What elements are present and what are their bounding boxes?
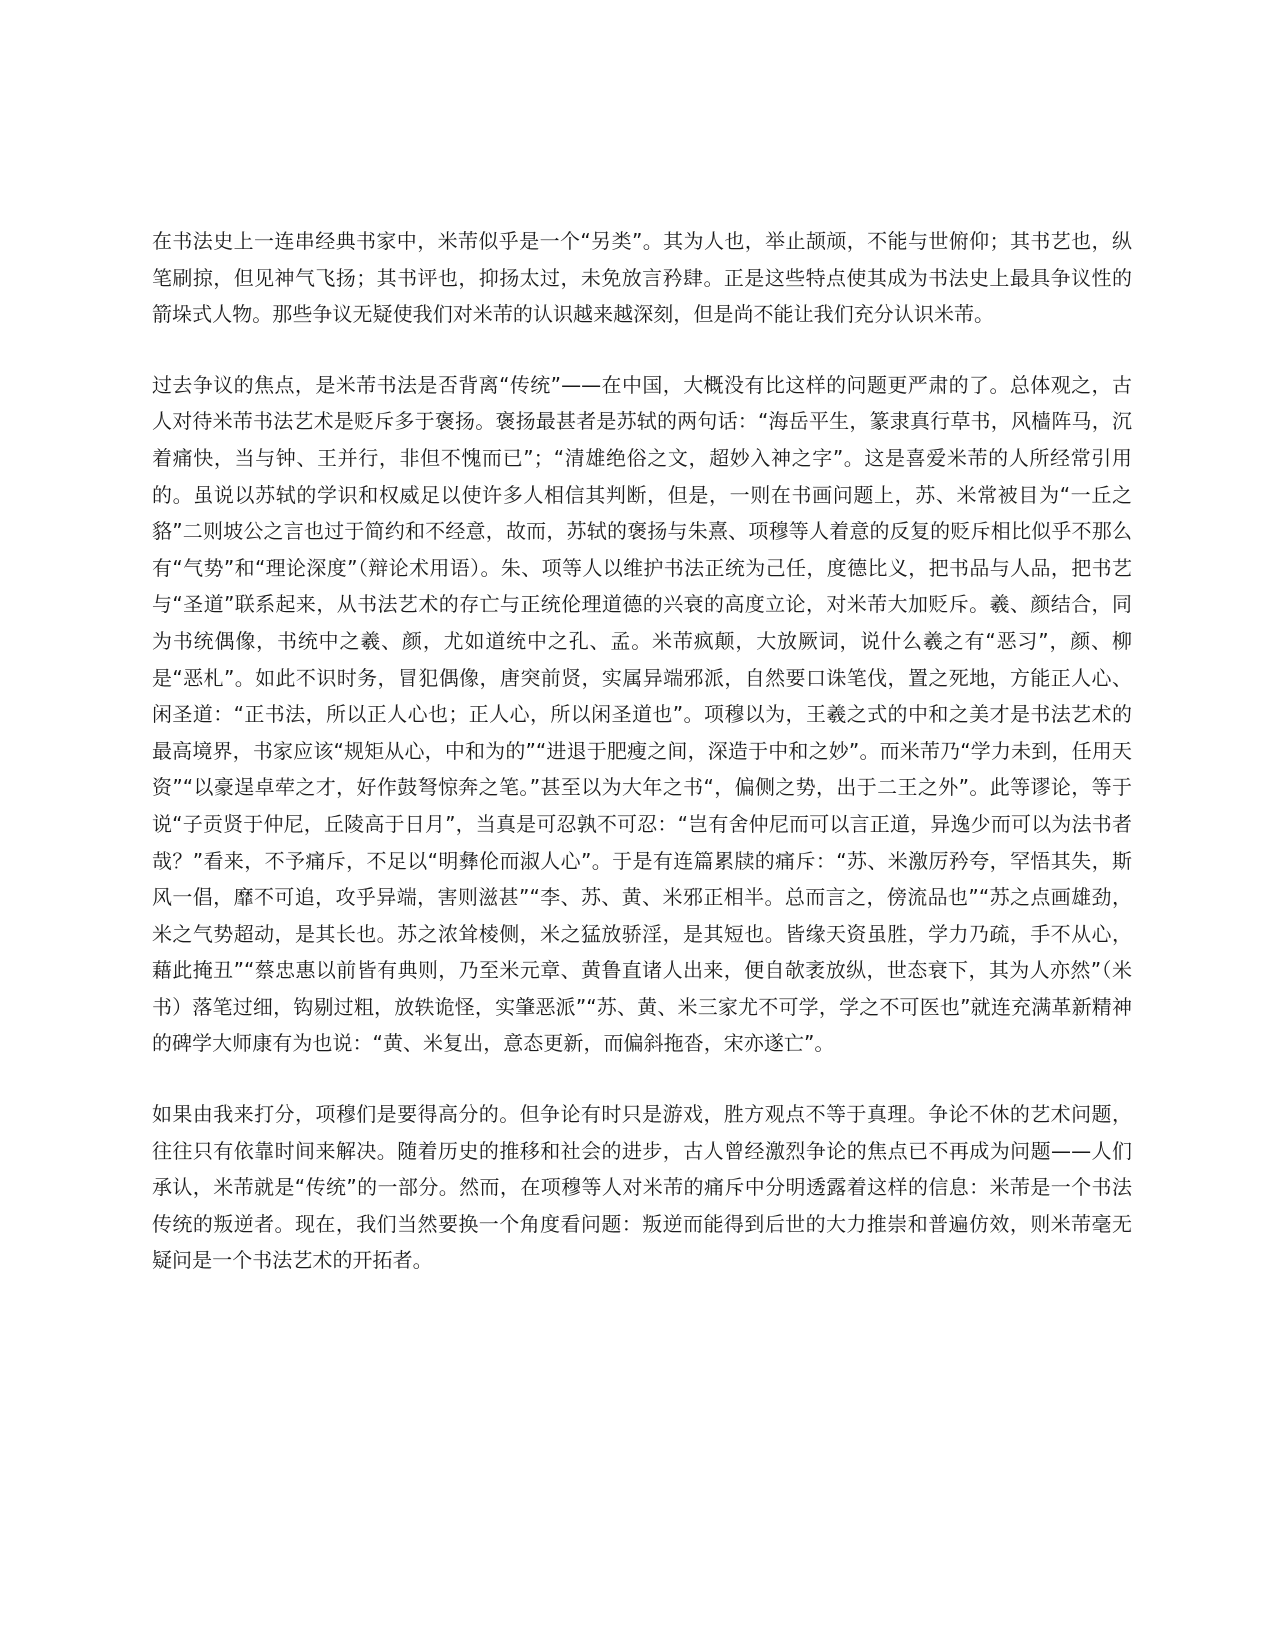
paragraph-controversy: 过去争议的焦点，是米芾书法是否背离“传统”——在中国，大概没有比这样的问题更严肃的了。总体观之，古人对待米芾书法艺术是贬斥多于褒扬。褒扬最甚者是苏轼的两句话：“海岳平生，篆隶真行草书，风樯阵马，沉着痛快，当与钟、王并行，非但不愧而已”；“清雄绝俗之文，超妙入神之字”。这是喜爱米芾的人所经常引用的。虽说以苏轼的学识和权威足以使许多人相信其判断，但是，一则在书画问题上，苏、米常被目为“一丘之貉”二则坡公之言也过于简约和不经意，故而，苏轼的褒扬与朱熹、项穆等人着意的反复的贬斥相比似乎不那么有“气势”和“理论深度”（辩论术用语）。朱、项等人以维护书法正统为己任，度德比义，把书品与人品，把书艺与“圣道”联系起来，从书法艺术的存亡与正统伦理道德的兴衰的高度立论，对米芾大加贬斥。羲、颜结合，同为书统偶像，书统中之羲、颜，尤如道统中之孔、孟。米芾疯颠，大放厥词，说什么羲之有“恶习”，颜、柳是“恶札”。如此不识时务，冒犯偶像，唐突前贤，实属异端邪派，自然要口诛笔伐，置之死地，方能正人心、闲圣道：“正书法，所以正人心也；正人心，所以闲圣道也”。项穆以为，王羲之式的中和之美才是书法艺术的最高境界，书家应该“规矩从心，中和为的”“进退于肥瘦之间，深造于中和之妙”。而米芾乃“学力未到，任用天资”“以豪逞卓荦之才，好作鼓弩惊奔之笔。”甚至以为大年之书“，偏侧之势，出于二王之外”。此等谬论，等于说“子贡贤于仲尼，丘陵高于日月”，当真是可忍孰不可忍：“岂有舍仲尼而可以言正道，异逸少而可以为法书者哉？”看来，不予痛斥，不足以“明彝伦而淑人心”。于是有连篇累牍的痛斥：“苏、米激厉矜夸，罕悟其失，斯风一倡，靡不可追，攻乎异端，害则滋甚”“李、苏、黄、米邪正相半。总而言之，傍流品也”“苏之点画雄劲，米之气势超动，是其长也。苏之浓耸棱侧，米之猛放骄淫，是其短也。皆缘天资虽胜，学力乃疏，手不从心，藉此掩丑”“蔡忠惠以前皆有典则，乃至米元章、黄鲁直诸人出来，便自欹袤放纵，世态衰下，其为人亦然”（米书）落笔过细，钩剔过粗，放轶诡怪，实肇恶派”“苏、黄、米三家尤不可学，学之不可医也”就连充满革新精神的碑学大师康有为也说：“黄、米复出，意态更新，而偏斜拖沓，宋亦遂亡”。 — [152, 372, 1132, 1056]
paragraph-conclusion: 如果由我来打分，项穆们是要得高分的。但争论有时只是游戏，胜方观点不等于真理。争论不休的艺术问题，往往只有依靠时间来解决。随着历史的推移和社会的进步，古人曾经激烈争论的焦点已不再成为问题——人们承认，米芾就是“传统”的一部分。然而，在项穆等人对米芾的痛斥中分明透露着这样的信息：米芾是一个书法传统的叛逆者。现在，我们当然要换一个角度看问题：叛逆而能得到后世的大力推崇和普遍仿效，则米芾毫无疑问是一个书法艺术的开拓者。 — [152, 1102, 1132, 1273]
document-body — [152, 223, 1132, 1313]
paragraph-intro: 在书法史上一连串经典书家中，米芾似乎是一个“另类”。其为人也，举止颉颃，不能与世俯仰；其书艺也，纵笔刷掠，但见神气飞扬；其书评也，抑扬太过，未免放言矜肆。正是这些特点使其成为书法史上最具争议性的箭垛式人物。那些争议无疑使我们对米芾的认识越来越深刻，但是尚不能让我们充分认识米芾。 — [152, 229, 1132, 327]
